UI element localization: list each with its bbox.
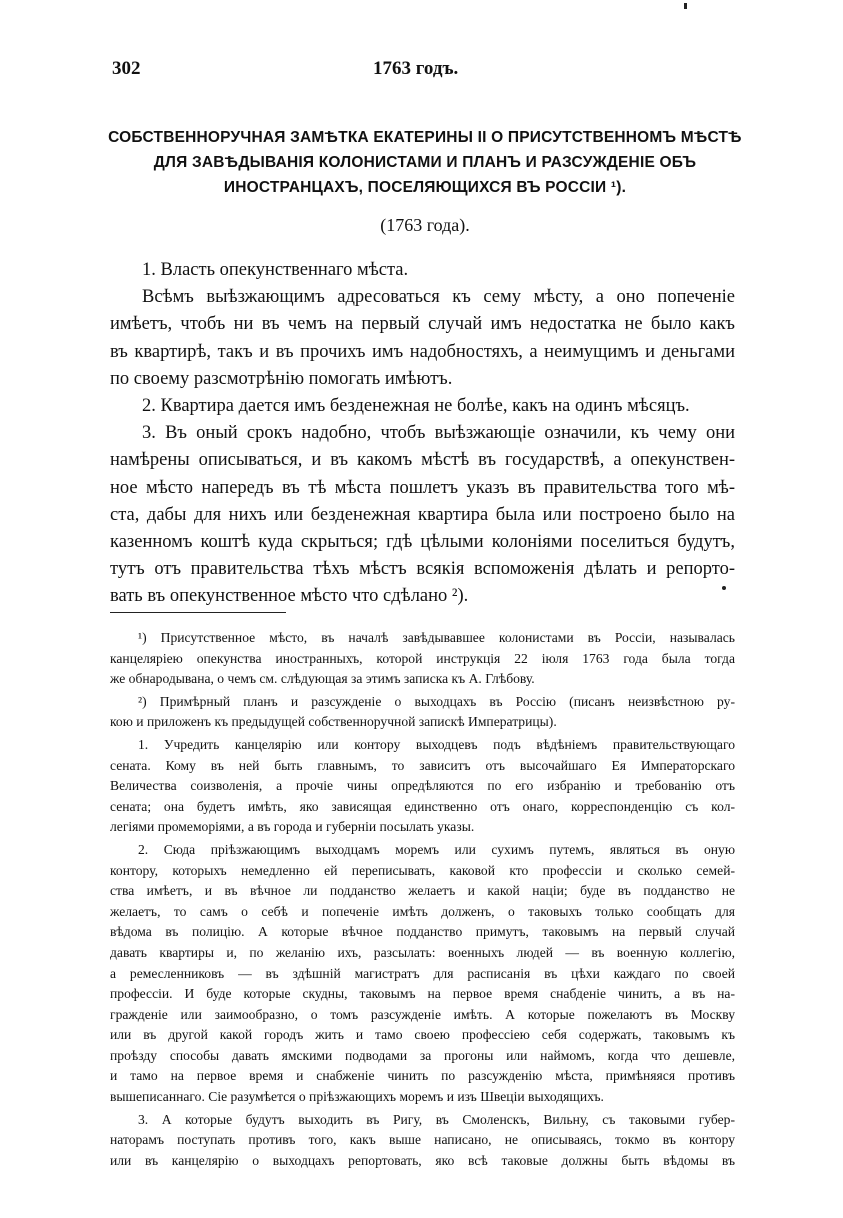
- text-line: профессіи. И буде которые скудны, таковымъ на первое время снабденіе чинить, а въ на-: [110, 986, 735, 1002]
- footnote: [110, 1110, 735, 1172]
- text-line: Величества соизволенія, а прочіе чины опредѣляются по его избранію и требованію отъ: [110, 778, 735, 794]
- text-line: намѣрены описываться, и въ какомъ мѣстѣ въ государствѣ, а опекунствен-: [110, 450, 735, 471]
- text-line: тутъ отъ правительства тѣхъ мѣстъ всякія вспоможенія дѣлать и репорто-: [110, 559, 735, 580]
- text-line: давать квартиры и, по желанію ихъ, разсылать: военныхъ людей — въ военную коллегію,: [110, 944, 735, 960]
- text-line: ²) Примѣрный планъ и разсужденіе о выходцахъ въ Россію (писанъ неизвѣстною ру-: [138, 693, 735, 709]
- document-title: [100, 125, 750, 200]
- text-line: Всѣмъ выѣзжающимъ адресоваться къ сему мѣсту, а оно попеченіе: [142, 287, 735, 308]
- text-line: 1. Учредить канцелярію или контору выходцевъ подъ вѣдѣніемъ правительствующаго: [138, 736, 735, 752]
- title-line: ДЛЯ ЗАВѢДЫВАНІЯ КОЛОНИСТАМИ И ПЛАНЪ И РАЗСУЖДЕНІЕ ОБЪ: [153, 154, 697, 171]
- text-line: ное мѣсто напередъ въ тѣ мѣста пошлетъ указъ въ правительства того мѣ-: [110, 477, 735, 498]
- text-line: вѣдома въ полицію. А которые вѣчное подданство примутъ, таковымъ на первый случай: [110, 924, 735, 940]
- main-text: [110, 257, 735, 610]
- text-line: желаетъ, то самъ о себѣ и попеченіе имѣть долженъ, о таковыхъ только сообщать для: [110, 903, 735, 919]
- text-line: или въ другой какой городъ жить и тамо своею профессіею себя содержать, таковымъ къ: [110, 1027, 735, 1043]
- text-line: ¹) Присутственное мѣсто, въ началѣ завѣдывавшее колонистами въ Россіи, называлась: [138, 630, 735, 645]
- text-line: 2. Квартира дается имъ безденежная не болѣе, какъ на одинъ мѣсяцъ.: [142, 395, 690, 416]
- text-line: 3. Въ оный срокъ надобно, чтобъ выѣзжающіе означили, къ чему они: [142, 423, 735, 444]
- paragraph: [110, 393, 735, 420]
- page-number: 302: [112, 58, 141, 79]
- text-line: по своему разсмотрѣнію помогать имѣютъ.: [110, 368, 453, 389]
- text-line: и тамо на первое время и снабженіе чинить по разсужденію мѣста, примѣняяся противъ: [110, 1068, 735, 1084]
- scan-speck: [684, 3, 687, 9]
- text-line: 1. Власть опекунственнаго мѣста.: [142, 260, 409, 280]
- text-line: ста, дабы для нихъ или безденежная квартира была или построено было на: [110, 504, 735, 525]
- footnote: [110, 840, 735, 1108]
- text-line: канцеляріею опекунства иностранныхъ, которой инструкція 22 іюля 1763 года была тогда: [110, 650, 735, 666]
- text-line: или въ канцелярію о выходцахъ репортовать, яко всѣ таковые должны быть вѣдомы въ: [110, 1152, 735, 1168]
- text-line: вать въ опекунственное мѣсто что сдѣлано ²).: [110, 586, 469, 607]
- text-line: ства имѣетъ, и въ вѣчное ли подданство желаетъ и какой націи; буде въ подданство не: [110, 883, 735, 899]
- text-line: 3. А которые будутъ выходить въ Ригу, въ Смоленскъ, Вильну, съ таковыми губер-: [138, 1111, 735, 1127]
- paragraph: [110, 420, 735, 610]
- text-line: контору, которыхъ немедленно ей переписывать, каковой кто профессіи и сколько семей-: [110, 862, 735, 878]
- title-line: ИНОСТРАНЦАХЪ, ПОСЕЛЯЮЩИХСЯ ВЪ РОССІИ ¹).: [223, 179, 627, 196]
- text-line: въ квартирѣ, такъ и въ прочихъ имъ надобностяхъ, а неимущимъ и деньгами: [110, 341, 735, 362]
- title-line: СОБСТВЕННОРУЧНАЯ ЗАМѢТКА ЕКАТЕРИНЫ II О ПРИСУТСТВЕННОМЪ МѢСТѢ: [108, 129, 742, 146]
- footnote: [110, 628, 735, 690]
- text-line: легіями промеморіями, а въ города и губерніи посылать указы.: [110, 819, 475, 835]
- text-line: имѣетъ, чтобъ ни въ чемъ на первый случай имъ недостатка не было какъ: [110, 314, 735, 335]
- text-line: гражденіе или заимообразно, о томъ разсужденіе имѣть. А которые пожелаютъ въ Москву: [110, 1006, 735, 1022]
- text-line: а ремесленниковъ — въ здѣшній магистратъ для расписанія въ цѣхи каждаго по своей: [110, 965, 735, 981]
- text-line: 2. Сюда пріѣзжающимъ выходцамъ моремъ или сухимъ путемъ, являться въ оную: [138, 841, 735, 857]
- text-line: наторамъ поступать противъ того, какъ выше написано, не описываясь, токмо въ контору: [110, 1132, 735, 1148]
- text-line: же обнародывана, о чемъ см. слѣдующая за этимъ записка къ А. Глѣбову.: [110, 671, 535, 687]
- footnote: [110, 692, 735, 733]
- text-line: казенномъ коштѣ куда скрыться; гдѣ цѣлыми колоніями поселиться будутъ,: [110, 531, 735, 552]
- text-line: сената. Кому въ ней быть главнымъ, то зависитъ отъ высочайшаго Ея Императорскаго: [110, 757, 735, 773]
- running-head: 1763 годъ.: [373, 58, 459, 79]
- text-line: кою и приложенъ къ предыдущей собственноручной запискѣ Императрицы).: [110, 714, 557, 730]
- text-line: сената; она будетъ имѣть, яко зависящая единственно отъ онаго, корреспонденцію съ кол-: [110, 798, 735, 814]
- footnotes: [110, 628, 735, 1171]
- text-line: вышеписаннаго. Сіе разумѣется о пріѣзжающихъ моремъ и изъ Швеціи выходящихъ.: [110, 1089, 604, 1105]
- document-date: (1763 года).: [380, 215, 470, 235]
- paragraph: [110, 257, 735, 284]
- footnote: [110, 735, 735, 838]
- paragraph: [110, 284, 735, 393]
- scan-speck: [722, 586, 726, 590]
- text-line: проѣзду способы давать ямскими подводами за прогоны или наймомъ, когда что дешевле,: [110, 1047, 735, 1063]
- footnote-divider: [110, 612, 286, 613]
